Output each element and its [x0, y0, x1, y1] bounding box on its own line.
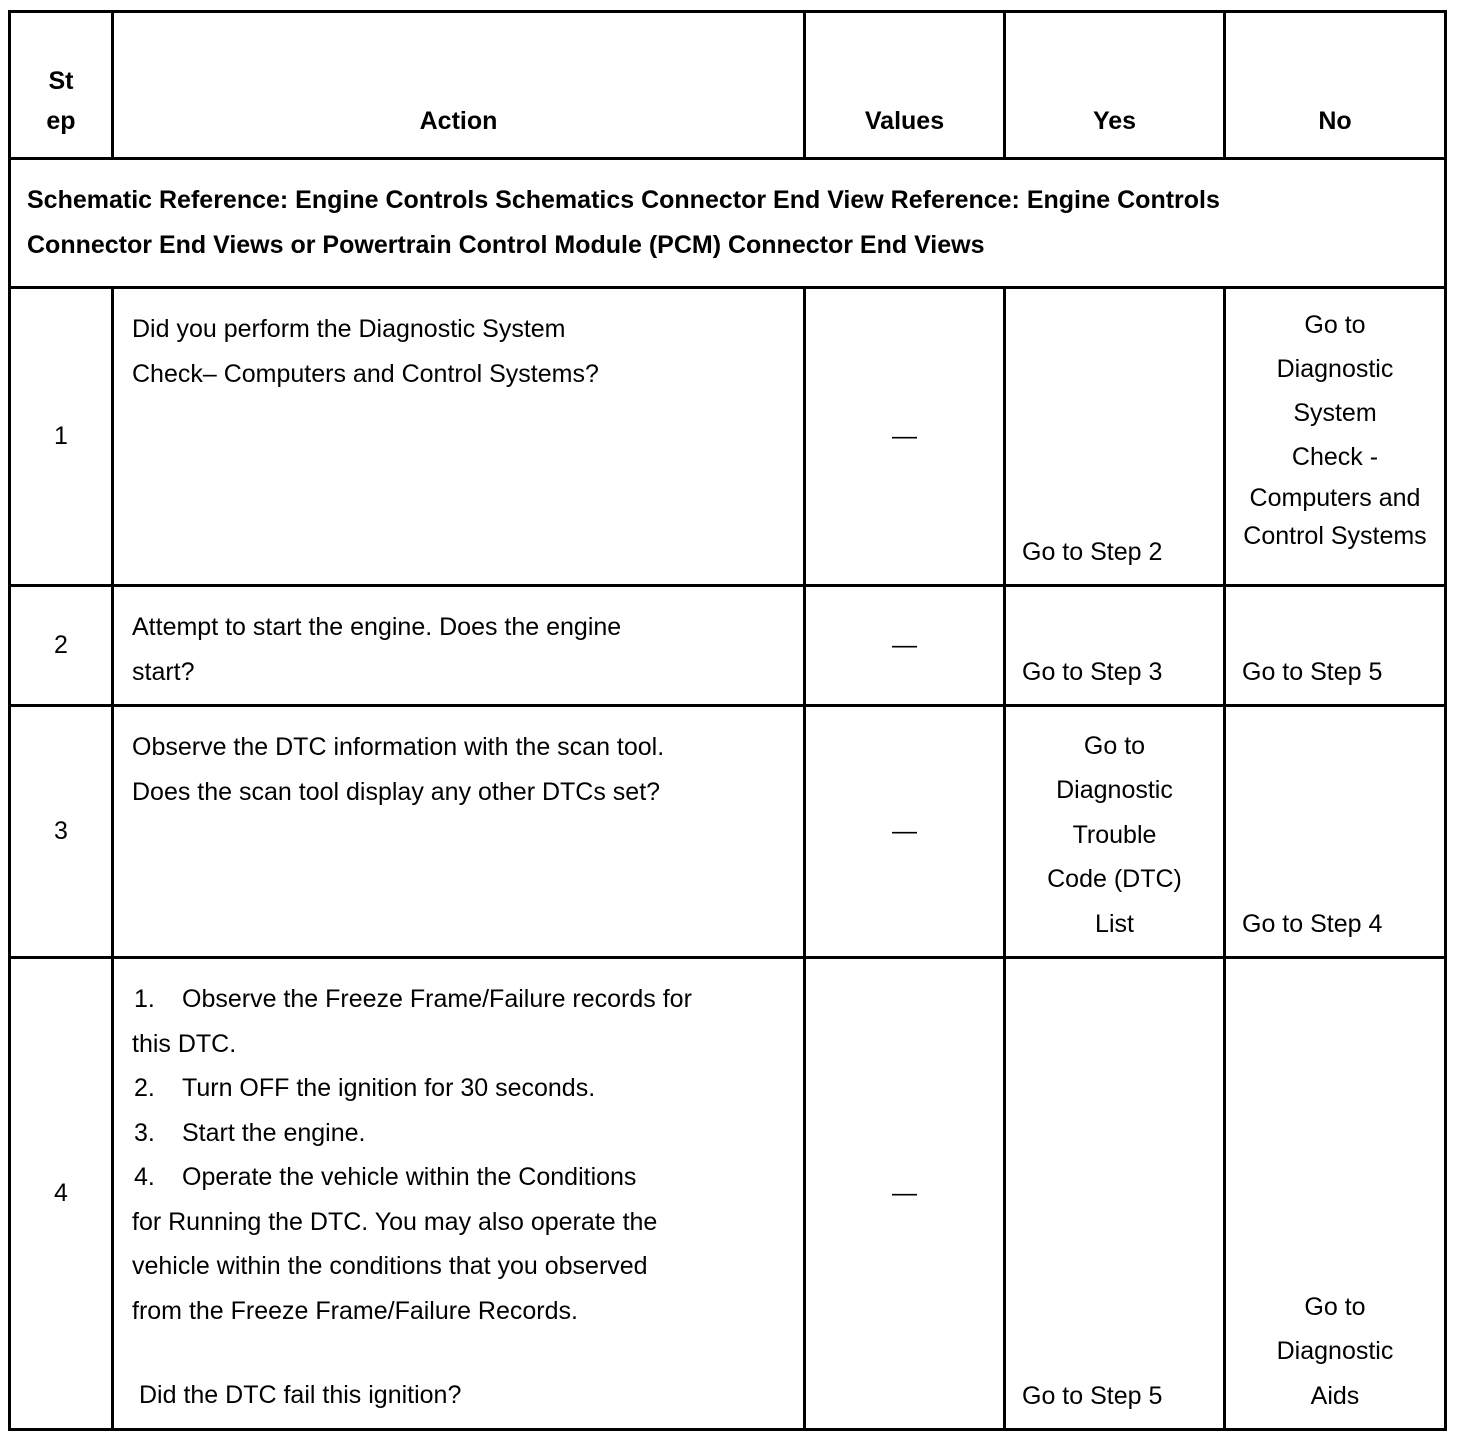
step-number: 1	[10, 288, 113, 586]
list-item: 4. Operate the vehicle within the Conditions	[134, 1163, 637, 1191]
yes-cell: Go to Step 3	[1005, 586, 1225, 706]
header-yes: Yes	[1005, 12, 1225, 159]
values-cell: —	[805, 288, 1005, 586]
reference-row	[10, 159, 1446, 288]
question: Did the DTC fail this ignition?	[139, 1381, 462, 1409]
list-item: for Running the DTC. You may also operate the	[132, 1207, 658, 1236]
table-row	[10, 958, 1446, 1430]
step-number: 4	[10, 958, 113, 1430]
header-action: Action	[113, 12, 805, 159]
header-values: Values	[805, 12, 1005, 159]
no-cell: Go to Diagnostic System Check - Computers and Control Systems	[1225, 288, 1446, 586]
list-item: 2. Turn OFF the ignition for 30 seconds.	[134, 1074, 596, 1102]
diagnostic-table	[8, 10, 1447, 1431]
values-cell: —	[805, 706, 1005, 958]
header-row	[10, 12, 1446, 159]
action-cell	[113, 958, 805, 1430]
no-cell: Go to Step 5	[1225, 586, 1446, 706]
table-row	[10, 706, 1446, 958]
yes-cell: Go to Diagnostic Trouble Code (DTC) List	[1005, 706, 1225, 958]
values-cell: —	[805, 586, 1005, 706]
action-cell: Did you perform the Diagnostic System Check– Computers and Control Systems?	[113, 288, 805, 586]
step-number: 3	[10, 706, 113, 958]
values-cell: —	[805, 958, 1005, 1430]
no-cell: Go to Diagnostic Aids	[1225, 958, 1446, 1430]
table-row	[10, 288, 1446, 586]
action-cell: Observe the DTC information with the scan tool. Does the scan tool display any other DTCs set?	[113, 706, 805, 958]
action-cell: Attempt to start the engine. Does the engine start?	[113, 586, 805, 706]
no-cell: Go to Step 4	[1225, 706, 1446, 958]
list-item: 3. Start the engine.	[134, 1118, 366, 1147]
schematic-reference: Schematic Reference: Engine Controls Schematics Connector End View Reference: Engine Controls Connector End Views or Powertrain Control Module (PCM) Connector End Views	[10, 159, 1446, 288]
list-item: from the Freeze Frame/Failure Records.	[132, 1296, 578, 1325]
list-item: 1. Observe the Freeze Frame/Failure records for	[134, 985, 692, 1013]
header-no: No	[1225, 12, 1446, 159]
table-row	[10, 586, 1446, 706]
list-item: vehicle within the conditions that you observed	[132, 1252, 648, 1280]
header-step: St ep	[10, 12, 113, 159]
list-item: this DTC.	[132, 1029, 237, 1058]
yes-cell: Go to Step 2	[1005, 288, 1225, 586]
yes-cell: Go to Step 5	[1005, 958, 1225, 1430]
step-number: 2	[10, 586, 113, 706]
